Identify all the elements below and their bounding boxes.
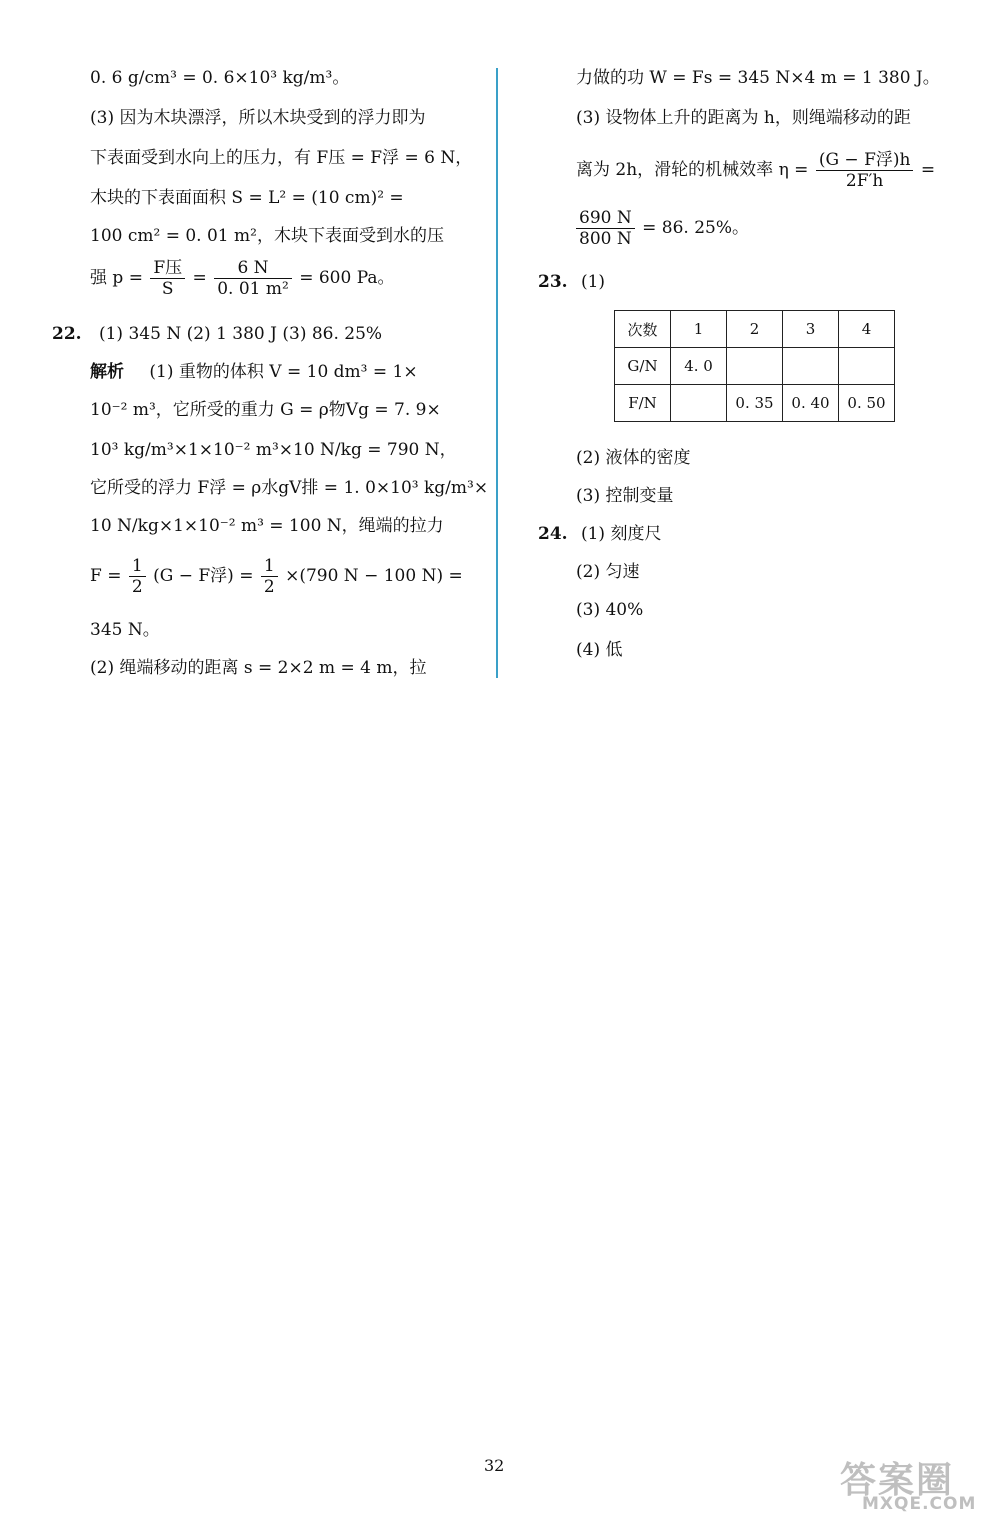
text-line: 10 N/kg×1×10⁻² m³ = 100 N，绳端的拉力 <box>90 516 444 536</box>
table-cell <box>839 348 895 385</box>
fraction-numerator: (G − F浮)h <box>816 150 914 171</box>
text-line: 0. 6 g/cm³ = 0. 6×10³ kg/m³。 <box>90 68 350 88</box>
formula-text: F = <box>90 566 122 586</box>
page-number: 32 <box>484 1456 505 1475</box>
text-line: 345 N。 <box>90 620 160 640</box>
text-line: (2) 绳端移动的距离 s = 2×2 m = 4 m，拉 <box>90 658 427 678</box>
jiexi-label: 解析 <box>90 362 124 382</box>
text-line: (2) 匀速 <box>576 562 640 582</box>
formula-text: 强 p = <box>90 268 143 288</box>
formula-pressure <box>90 258 395 299</box>
table-row <box>615 311 895 348</box>
formula-efficiency <box>576 150 935 191</box>
table-cell: 1 <box>671 311 727 348</box>
question-22 <box>52 322 382 346</box>
data-table <box>614 310 895 422</box>
fraction <box>261 556 278 597</box>
text-line: 力做的功 W = Fs = 345 N×4 m = 1 380 J。 <box>576 68 940 88</box>
fraction-denominator: 2 <box>131 577 143 597</box>
formula-text: = 86. 25%。 <box>642 218 750 238</box>
text-line: 100 cm² = 0. 01 m²，木块下表面受到水的压 <box>90 226 444 246</box>
fraction <box>816 150 914 191</box>
text-line: 它所受的浮力 F浮 = ρ水gV排 = 1. 0×10³ kg/m³× <box>90 478 489 498</box>
question-24 <box>538 522 661 546</box>
text-line: (2) 液体的密度 <box>576 448 691 468</box>
question-23 <box>538 270 605 294</box>
watermark-text: 答案圈 <box>840 1460 955 1501</box>
table-row <box>615 385 895 422</box>
formula-text: (G − F浮) = <box>153 566 254 586</box>
watermark-logo <box>840 1452 990 1514</box>
question-number: 22. <box>52 324 82 344</box>
text-line: 木块的下表面面积 S = L² = (10 cm)² = <box>90 188 404 208</box>
text-line: 下表面受到水向上的压力，有 F压 = F浮 = 6 N， <box>90 148 473 168</box>
formula-text: 离为 2h，滑轮的机械效率 η = <box>576 160 809 180</box>
fraction <box>129 556 146 597</box>
text-line: (3) 因为木块漂浮，所以木块受到的浮力即为 <box>90 108 426 128</box>
table-cell: 0. 50 <box>839 385 895 422</box>
fraction-numerator: F压 <box>150 258 185 279</box>
table-cell <box>671 385 727 422</box>
text-line: (3) 40% <box>576 600 644 620</box>
formula-text: = 600 Pa。 <box>299 268 395 288</box>
text-line: 10⁻² m³，它所受的重力 G = ρ物Vg = 7. 9× <box>90 400 441 420</box>
fraction <box>214 258 292 299</box>
table-cell: 4. 0 <box>671 348 727 385</box>
fraction-denominator: 2F′h <box>845 171 884 191</box>
answer-text: (1) 刻度尺 <box>580 524 662 544</box>
table-cell: 0. 35 <box>727 385 783 422</box>
question-number: 23. <box>538 272 568 292</box>
fraction-numerator: 6 N <box>214 258 292 279</box>
text-line <box>90 360 418 384</box>
text-line: (3) 控制变量 <box>576 486 674 506</box>
fraction-denominator: 0. 01 m² <box>217 279 289 299</box>
table-cell: 3 <box>783 311 839 348</box>
formula-result <box>576 208 749 249</box>
answer-text: (1) 345 N (2) 1 380 J (3) 86. 25% <box>98 324 383 344</box>
table-cell: 4 <box>839 311 895 348</box>
fraction <box>576 208 635 249</box>
fraction-denominator: S <box>161 279 174 299</box>
table-cell: G/N <box>615 348 671 385</box>
column-divider <box>496 68 498 678</box>
table-cell: 2 <box>727 311 783 348</box>
formula-tension <box>90 556 463 597</box>
table-cell: 0. 40 <box>783 385 839 422</box>
fraction-numerator: 1 <box>129 556 146 577</box>
question-number: 24. <box>538 524 568 544</box>
table-cell <box>783 348 839 385</box>
analysis-text: (1) 重物的体积 V = 10 dm³ = 1× <box>149 362 418 382</box>
text-line: 10³ kg/m³×1×10⁻² m³×10 N/kg = 790 N， <box>90 440 457 460</box>
table-cell: F/N <box>615 385 671 422</box>
formula-text: ×(790 N − 100 N) = <box>285 566 463 586</box>
formula-text: = <box>920 160 936 180</box>
table-row <box>615 348 895 385</box>
fraction <box>150 258 185 299</box>
watermark-url: MXQE.COM <box>862 1494 977 1514</box>
fraction-numerator: 690 N <box>576 208 635 229</box>
table-cell: 次数 <box>615 311 671 348</box>
formula-text: = <box>192 268 207 288</box>
fraction-denominator: 2 <box>263 577 275 597</box>
fraction-denominator: 800 N <box>579 229 632 249</box>
answer-text: (1) <box>580 272 606 292</box>
fraction-numerator: 1 <box>261 556 278 577</box>
text-line: (4) 低 <box>576 640 623 660</box>
table-cell <box>727 348 783 385</box>
text-line: (3) 设物体上升的距离为 h，则绳端移动的距 <box>576 108 911 128</box>
